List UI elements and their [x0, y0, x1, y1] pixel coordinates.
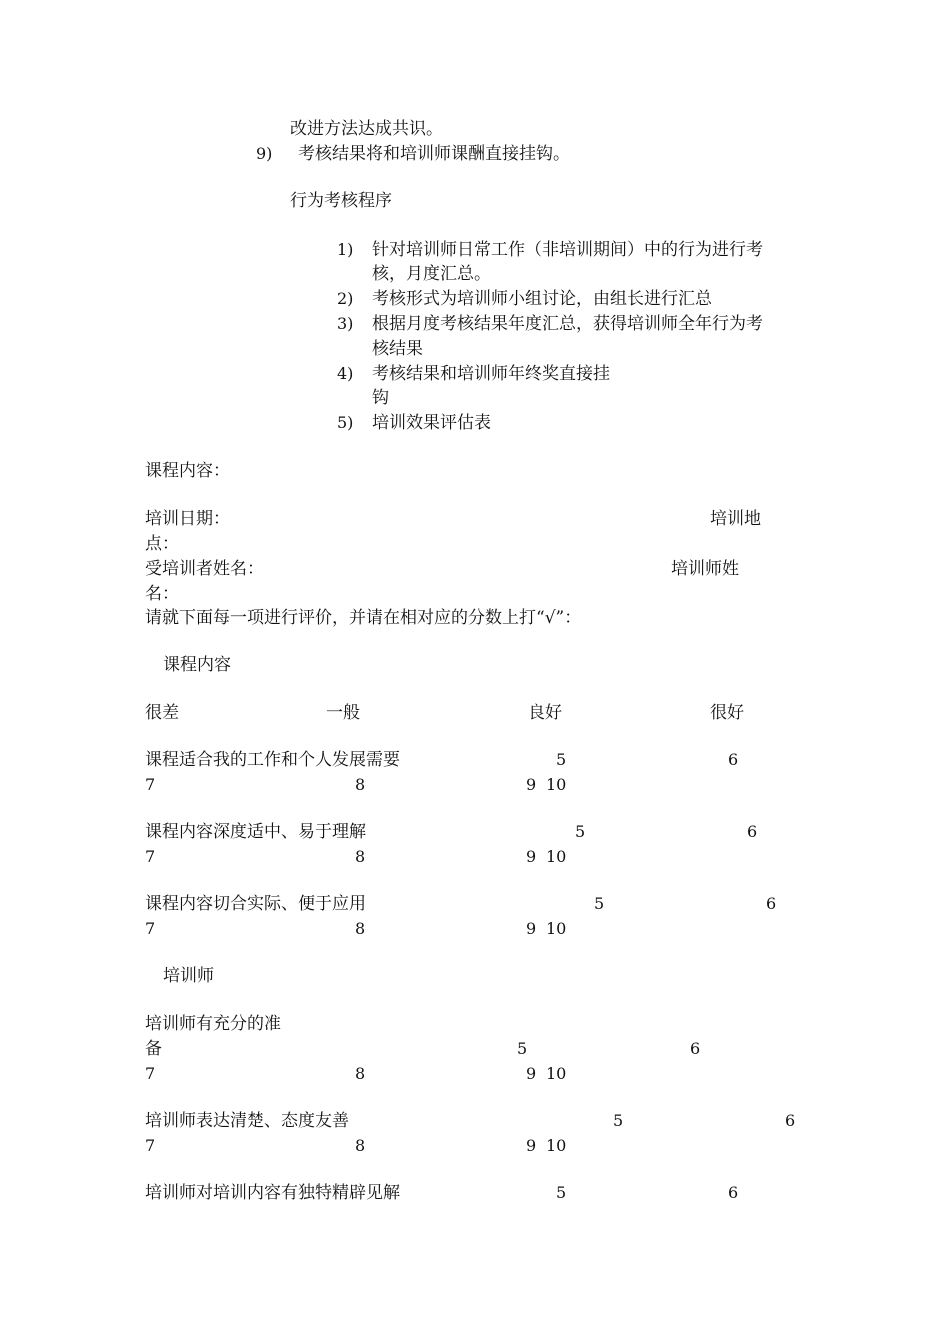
rating-item-label: 课程适合我的工作和个人发展需要	[145, 750, 400, 770]
score-5[interactable]: 5	[613, 1111, 624, 1130]
score-5[interactable]: 5	[517, 1039, 528, 1058]
score-6[interactable]: 6	[690, 1039, 701, 1058]
list-item-number: 5)	[337, 413, 354, 432]
section-title-trainer: 培训师	[163, 966, 214, 986]
rating-item-label: 培训师有充分的准	[145, 1014, 281, 1034]
score-8[interactable]: 8	[355, 775, 366, 794]
section-title-course: 课程内容	[163, 655, 231, 675]
section-heading: 行为考核程序	[290, 191, 392, 211]
score-7[interactable]: 7	[145, 847, 156, 866]
score-5[interactable]: 5	[556, 1183, 567, 1202]
score-8[interactable]: 8	[355, 847, 366, 866]
score-6[interactable]: 6	[785, 1111, 796, 1130]
score-10[interactable]: 10	[546, 919, 567, 938]
rating-item-label-cont: 备	[145, 1039, 162, 1059]
score-9[interactable]: 9	[526, 1136, 537, 1155]
score-6[interactable]: 6	[728, 1183, 739, 1202]
training-date-label: 培训日期：	[145, 509, 230, 529]
list-item-text: 钩	[372, 388, 389, 408]
list-item-number: 4)	[337, 364, 354, 383]
training-place-label: 培训地	[710, 509, 761, 529]
score-10[interactable]: 10	[546, 847, 567, 866]
list-item-text: 根据月度考核结果年度汇总，获得培训师全年行为考	[372, 314, 763, 334]
rating-instruction: 请就下面每一项进行评价，并请在相对应的分数上打“√”：	[145, 608, 582, 628]
course-content-label: 课程内容：	[145, 461, 230, 481]
list-item-number: 2)	[337, 289, 354, 308]
rating-item-label: 培训师表达清楚、态度友善	[145, 1111, 349, 1131]
list-item-text: 核，月度汇总。	[372, 264, 491, 284]
list-item-text: 核结果	[372, 339, 423, 359]
trainer-name-label: 培训师姓	[671, 559, 739, 579]
rating-item-label: 培训师对培训内容有独特精辟见解	[145, 1183, 400, 1203]
list-item-continuation: 改进方法达成共识。	[290, 119, 443, 139]
score-6[interactable]: 6	[747, 822, 758, 841]
score-8[interactable]: 8	[355, 1136, 366, 1155]
list-item-text: 考核结果将和培训师课酬直接挂钩。	[298, 144, 570, 164]
score-8[interactable]: 8	[355, 919, 366, 938]
score-10[interactable]: 10	[546, 1064, 567, 1083]
score-7[interactable]: 7	[145, 1136, 156, 1155]
list-item-text: 考核结果和培训师年终奖直接挂	[372, 364, 610, 384]
rating-item-label: 课程内容深度适中、易于理解	[145, 822, 366, 842]
score-7[interactable]: 7	[145, 919, 156, 938]
list-item-number: 1)	[337, 240, 354, 259]
scale-very-good: 很好	[710, 703, 744, 723]
score-9[interactable]: 9	[526, 919, 537, 938]
score-9[interactable]: 9	[526, 1064, 537, 1083]
score-10[interactable]: 10	[546, 1136, 567, 1155]
trainee-name-label: 受培训者姓名：	[145, 559, 264, 579]
list-item-text: 培训效果评估表	[372, 413, 491, 433]
score-6[interactable]: 6	[728, 750, 739, 769]
list-item-number: 3)	[337, 314, 354, 333]
trainer-name-label-cont: 名：	[145, 584, 179, 604]
score-8[interactable]: 8	[355, 1064, 366, 1083]
score-9[interactable]: 9	[526, 847, 537, 866]
score-5[interactable]: 5	[575, 822, 586, 841]
list-item-text: 考核形式为培训师小组讨论，由组长进行汇总	[372, 289, 712, 309]
score-7[interactable]: 7	[145, 1064, 156, 1083]
list-item-text: 针对培训师日常工作（非培训期间）中的行为进行考	[372, 240, 763, 260]
score-5[interactable]: 5	[556, 750, 567, 769]
scale-average: 一般	[326, 703, 360, 723]
score-5[interactable]: 5	[594, 894, 605, 913]
training-place-label-cont: 点：	[145, 534, 179, 554]
score-9[interactable]: 9	[526, 775, 537, 794]
scale-very-poor: 很差	[145, 703, 179, 723]
scale-good: 良好	[528, 703, 562, 723]
rating-item-label: 课程内容切合实际、便于应用	[145, 894, 366, 914]
score-10[interactable]: 10	[546, 775, 567, 794]
score-7[interactable]: 7	[145, 775, 156, 794]
score-6[interactable]: 6	[766, 894, 777, 913]
list-item-number: 9)	[256, 144, 273, 163]
